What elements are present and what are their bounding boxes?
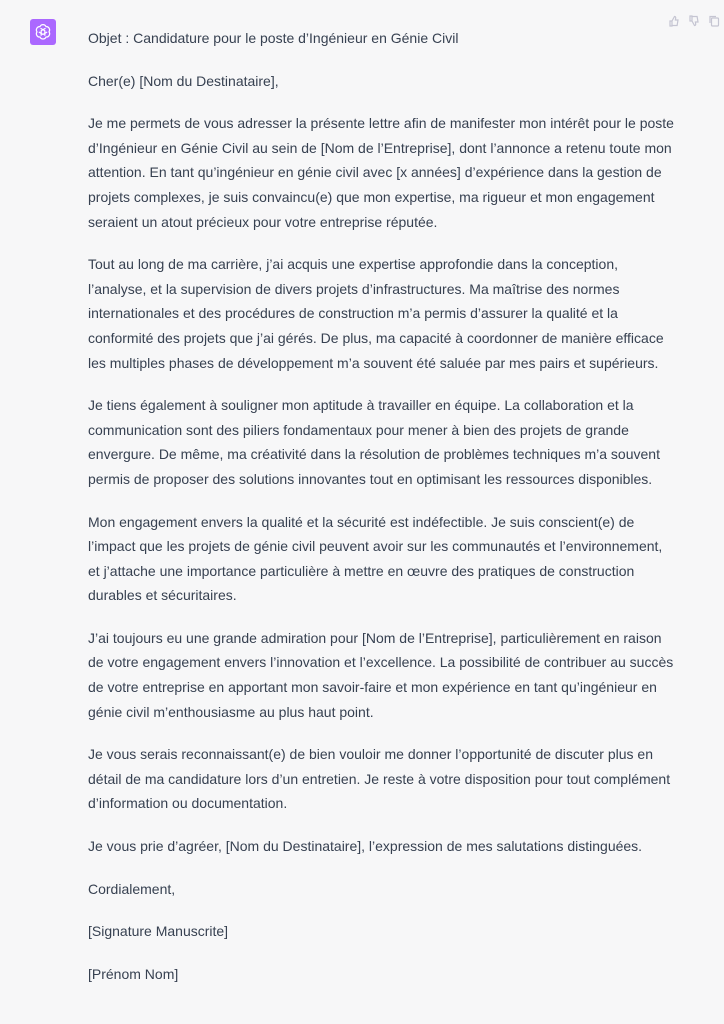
copy-icon[interactable] (708, 14, 720, 28)
letter-greeting: Cher(e) [Nom du Destinataire], (88, 72, 279, 89)
letter-closing-formula: Je vous prie d’agréer, [Nom du Destinataire], l’expression de mes salutations distinguées. (88, 838, 643, 855)
letter-content (88, 26, 676, 1004)
letter-subject: Objet : Candidature pour le poste d’Ingénieur en Génie Civil (88, 30, 459, 46)
letter-paragraph: Mon engagement envers la qualité et la sécurité est indéfectible. Je suis conscient(e) de l’impact que les projets de génie civil peuvent avoir sur les communautés et l’environnement, et j’attache une importance particulière à mettre en œuvre des pratiques de construction durables et sécuritaires. (88, 513, 663, 604)
assistant-avatar (30, 19, 56, 45)
thumbs-down-icon[interactable] (688, 14, 700, 28)
letter-paragraph: Je tiens également à souligner mon aptitude à travailler en équipe. La collaboration et la communication sont des piliers fondamentaux pour mener à bien des projets de grande envergure. De même, ma créativité dans la résolution de problèmes techniques m’a souvent permis de proposer des solutions innovantes tout en optimisant les ressources disponibles. (88, 397, 660, 487)
letter-paragraph: J’ai toujours eu une grande admiration pour [Nom de l’Entreprise], particulièrement en raison de votre engagement envers l’innovation et l’excellence. La possibilité de contribuer au succès de votre entreprise en apportant mon savoir-faire et mon expérience en tant qu’ingénieur en génie civil m’enthousiasme au plus haut point. (88, 629, 674, 720)
openai-logo-icon (33, 22, 53, 42)
letter-paragraph: Tout au long de ma carrière, j’ai acquis une expertise approfondie dans la conception, l’analyse, et la supervision de divers projets d’infrastructures. Ma maîtrise des normes internationales et des procédures de construction m’a permis d’assurer la qualité et la conformité des projets que j’ai gérés. De plus, ma capacité à coordonner de manière efficace les multiples phases de développement m’a souvent été saluée par mes pairs et supérieurs. (88, 256, 664, 371)
letter-signature: [Signature Manuscrite] (88, 923, 229, 940)
letter-paragraph: Je vous serais reconnaissant(e) de bien vouloir me donner l’opportunité de discuter plus en détail de ma candidature lors d’un entretien. Je reste à votre disposition pour tout complément d’information ou documentation. (88, 746, 671, 812)
letter-signoff: Cordialement, (88, 880, 176, 897)
letter-name: [Prénom Nom] (88, 965, 179, 982)
letter-paragraph: Je me permets de vous adresser la présente lettre afin de manifester mon intérêt pour le poste d’Ingénieur en Génie Civil au sein de [Nom de l’Entreprise], dont l’annonce a retenu toute mon attention. En tant qu’ingénieur en génie civil avec [x années] d’expérience dans la gestion de projets complexes, je suis convaincu(e) que mon expertise, ma rigueur et mon engagement seraient un atout précieux pour votre entreprise réputée. (88, 115, 674, 230)
